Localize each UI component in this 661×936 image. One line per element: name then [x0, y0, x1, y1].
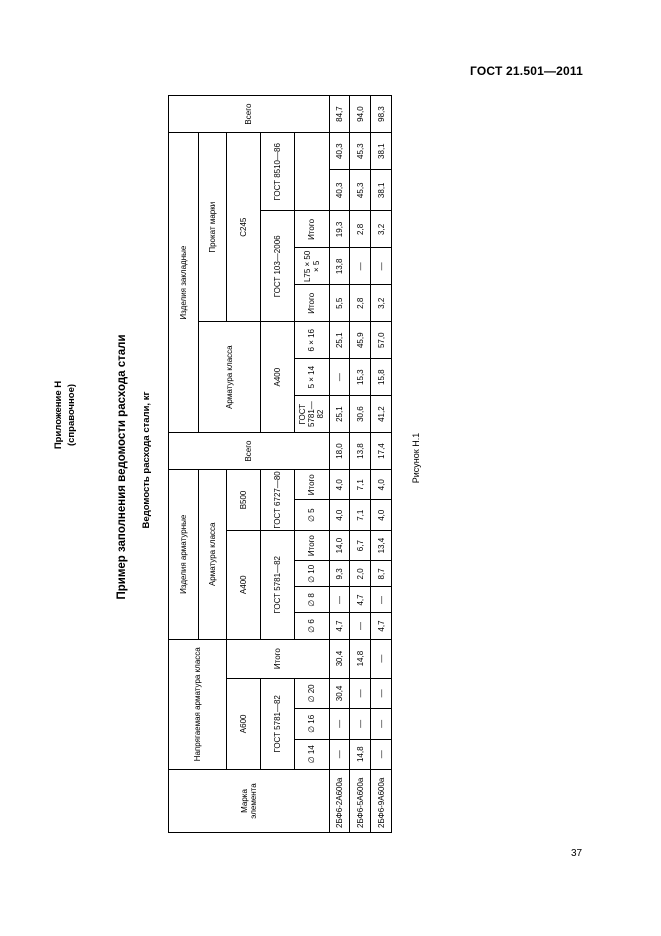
gost-5781-a600: ГОСТ 5781—82: [260, 678, 294, 769]
cell: 2,8: [350, 211, 371, 248]
cell: 4,7: [329, 613, 350, 639]
cell: —: [350, 709, 371, 739]
cell: —: [371, 709, 392, 739]
header-rebar-class: Арматура класса: [198, 470, 226, 640]
dia-8: ∅ 8: [294, 587, 329, 613]
cell: 4,0: [329, 500, 350, 530]
standard-code: ГОСТ 21.501—2011: [470, 64, 583, 78]
cell: 41,2: [371, 396, 392, 433]
appendix-title: Приложение Н: [53, 380, 64, 450]
class-a600: А600: [226, 678, 260, 769]
cell: —: [329, 709, 350, 739]
cell: 38,1: [371, 133, 392, 170]
cell: —: [371, 587, 392, 613]
cell: 14,8: [350, 639, 371, 678]
header-prestressed: Напрягаемая арматура класса: [169, 639, 227, 769]
gost-5781-a400: ГОСТ 5781—82: [260, 530, 294, 639]
cell: 45,3: [350, 133, 371, 170]
cell: 57,0: [371, 322, 392, 359]
cell: 45,9: [350, 322, 371, 359]
dia-20: ∅ 20: [294, 678, 329, 708]
cell: 15,8: [371, 359, 392, 396]
class-a400: А400: [226, 530, 260, 639]
cell: 25,1: [329, 396, 350, 433]
cell: 17,4: [371, 433, 392, 470]
cell: 4,7: [350, 587, 371, 613]
sec-6x16: 6 × 16: [294, 322, 329, 359]
element-mark: 2БФ6-5А600а: [350, 769, 371, 832]
cell: 98,3: [371, 96, 392, 133]
header-embedded: Изделия закладные: [169, 133, 199, 433]
dia-10: ∅ 10: [294, 561, 329, 587]
class-a400-embedded: А400: [260, 322, 294, 433]
dia-16: ∅ 16: [294, 709, 329, 739]
header-itogo-prestressed: Итого: [226, 639, 329, 678]
cell: 30,4: [329, 639, 350, 678]
header-itogo-gost8510: Итого: [294, 211, 329, 248]
cell: —: [371, 248, 392, 285]
header-itogo-a400: Итого: [294, 530, 329, 560]
figure-caption: Рисунок Н.1: [411, 432, 421, 484]
cell: 2,0: [350, 561, 371, 587]
cell: —: [371, 639, 392, 678]
cell: —: [329, 739, 350, 769]
cell: 30,4: [329, 678, 350, 708]
header-total-rebar: Всего: [169, 433, 330, 470]
header-embedded-rebar-class: Арматура класса: [198, 322, 260, 433]
cell: 18,0: [329, 433, 350, 470]
page-number: 37: [571, 848, 583, 859]
cell: —: [350, 248, 371, 285]
cell: —: [329, 359, 350, 396]
header-grand-total: Всего: [169, 96, 330, 133]
cell: 2,8: [350, 285, 371, 322]
cell: 4,7: [371, 613, 392, 639]
header-mark: Марка элемента: [169, 769, 330, 832]
steel-consumption-table: [168, 95, 392, 833]
cell: 38,1: [371, 170, 392, 211]
cell: 30,6: [350, 396, 371, 433]
cell: 84,7: [329, 96, 350, 133]
element-mark: 2БФ6-9А600а: [371, 769, 392, 832]
sec-5x14: 5 × 14: [294, 359, 329, 396]
gost-8510: ГОСТ 8510—86: [260, 133, 294, 211]
dia-6: ∅ 6: [294, 613, 329, 639]
cell: 4,0: [371, 500, 392, 530]
cell: —: [371, 678, 392, 708]
cell: 3,2: [371, 285, 392, 322]
cell: 4,0: [371, 470, 392, 500]
cell: —: [371, 739, 392, 769]
cell: —: [329, 587, 350, 613]
cell: 13,8: [329, 248, 350, 285]
cell: 6,7: [350, 530, 371, 560]
cell: 45,3: [350, 170, 371, 211]
cell: 14,8: [350, 739, 371, 769]
cell: 40,3: [329, 170, 350, 211]
table-title: Ведомость расхода стали, кг: [141, 391, 152, 529]
cell: —: [350, 613, 371, 639]
cell: 94,0: [350, 96, 371, 133]
element-mark: 2БФ6-2А600а: [329, 769, 350, 832]
cell: 7,1: [350, 470, 371, 500]
cell: 19,3: [329, 211, 350, 248]
steel-consumption-table-wrapper: [168, 95, 392, 833]
cell: 13,4: [371, 530, 392, 560]
header-rebar-items: Изделия арматурные: [169, 470, 199, 640]
angle-l75: L75 × 50 × 5: [294, 248, 329, 285]
cell: 5,5: [329, 285, 350, 322]
cell: 15,3: [350, 359, 371, 396]
main-title: Пример заполнения ведомости расхода стали: [116, 334, 128, 600]
table-row: [371, 96, 392, 833]
class-b500: В500: [226, 470, 260, 531]
cell: 3,2: [371, 211, 392, 248]
appendix-note: (справочное): [66, 383, 77, 447]
header-rolled: Прокат марки: [198, 133, 226, 322]
cell: 4,0: [329, 470, 350, 500]
class-c245: С245: [226, 133, 260, 322]
table-row: [350, 96, 371, 833]
table-row: [329, 96, 350, 833]
cell: 25,1: [329, 322, 350, 359]
cell: 14,0: [329, 530, 350, 560]
cell: 8,7: [371, 561, 392, 587]
cell: 7,1: [350, 500, 371, 530]
cell: 9,3: [329, 561, 350, 587]
gost-103: ГОСТ 103—2006: [260, 211, 294, 322]
gost-6727: ГОСТ 6727—80: [260, 470, 294, 531]
cell: 13,8: [350, 433, 371, 470]
gost-5781-embedded: ГОСТ 5781—82: [294, 396, 329, 433]
dia-5: ∅ 5: [294, 500, 329, 530]
cell: 40,3: [329, 133, 350, 170]
appendix-heading: [52, 320, 78, 510]
header-itogo-gost103: Итого: [294, 285, 329, 322]
cell: —: [350, 678, 371, 708]
dia-14: ∅ 14: [294, 739, 329, 769]
header-itogo-b500: Итого: [294, 470, 329, 500]
